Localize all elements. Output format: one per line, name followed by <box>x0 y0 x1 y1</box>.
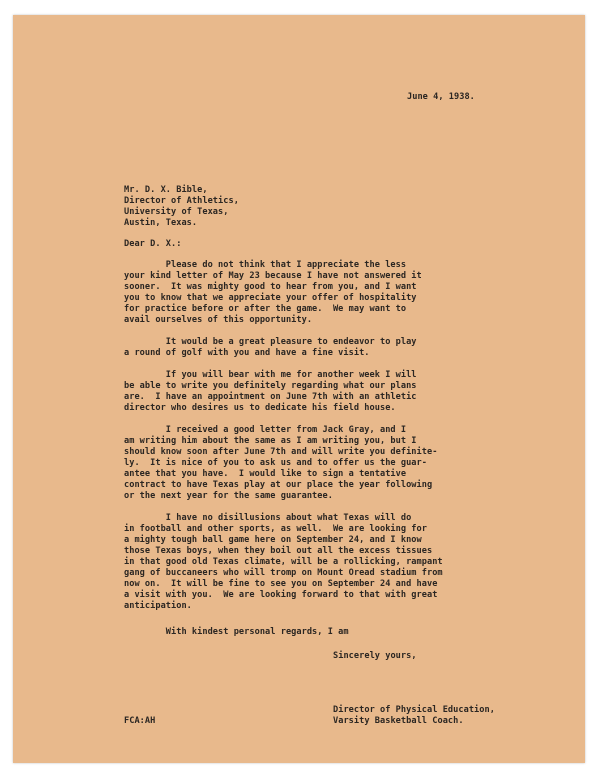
recipient-line: Austin, Texas. <box>124 218 198 228</box>
recipient-line: University of Texas, <box>124 207 229 217</box>
body-line: a visit with you. We are looking forward to that with great <box>124 590 438 600</box>
body-line: If you will bear with me for another week I will <box>124 370 417 380</box>
body-line: in football and other sports, as well. We are looking for <box>124 524 427 534</box>
body-line: gang of buccaneers who will tromp on Mount Oread stadium from <box>124 568 443 578</box>
signature-title-line: Varsity Basketball Coach. <box>333 716 464 726</box>
salutation: Dear D. X.: <box>124 239 182 249</box>
body-line: I have no disillusions about what Texas will do <box>124 513 412 523</box>
body-line: Please do not think that I appreciate the less <box>124 260 407 270</box>
body-line: I received a good letter from Jack Gray, and I <box>124 425 407 435</box>
body-line: now on. It will be fine to see you on September 24 and have <box>124 579 438 589</box>
body-line: ly. It is nice of you to ask us and to offer us the guar- <box>124 458 427 468</box>
body-line: antee that you have. I would like to sign a tentative <box>124 469 407 479</box>
recipient-line: Director of Athletics, <box>124 196 239 206</box>
body-line: contract to have Texas play at our place the year following <box>124 480 433 490</box>
body-line: are. I have an appointment on June 7th with an athletic <box>124 392 417 402</box>
body-line: or the next year for the same guarantee. <box>124 491 333 501</box>
letter-date: June 4, 1938. <box>407 92 475 102</box>
body-line: be able to write you definitely regarding what our plans <box>124 381 417 391</box>
body-line: director who desires us to dedicate his field house. <box>124 403 396 413</box>
body-line: you to know that we appreciate your offer of hospitality <box>124 293 417 303</box>
body-line: should know soon after June 7th and will write you definite- <box>124 447 438 457</box>
body-line: With kindest personal regards, I am <box>124 627 349 637</box>
body-line: It would be a great pleasure to endeavor to play <box>124 337 417 347</box>
recipient-line: Mr. D. X. Bible, <box>124 185 208 195</box>
body-line: in that good old Texas climate, will be a rollicking, rampant <box>124 557 443 567</box>
letter-page <box>13 15 585 763</box>
body-line: for practice before or after the game. We may want to <box>124 304 407 314</box>
body-line: a round of golf with you and have a fine visit. <box>124 348 370 358</box>
closing: Sincerely yours, <box>333 651 417 661</box>
body-line: avail ourselves of this opportunity. <box>124 315 313 325</box>
body-line: a mighty tough ball game here on September 24, and I know <box>124 535 422 545</box>
body-line: your kind letter of May 23 because I have not answered it <box>124 271 422 281</box>
body-line: anticipation. <box>124 601 192 611</box>
signature-title-line: Director of Physical Education, <box>333 705 495 715</box>
body-line: those Texas boys, when they boil out all the excess tissues <box>124 546 433 556</box>
body-line: sooner. It was mighty good to hear from you, and I want <box>124 282 417 292</box>
typist-initials: FCA:AH <box>124 716 156 726</box>
body-line: am writing him about the same as I am writing you, but I <box>124 436 417 446</box>
